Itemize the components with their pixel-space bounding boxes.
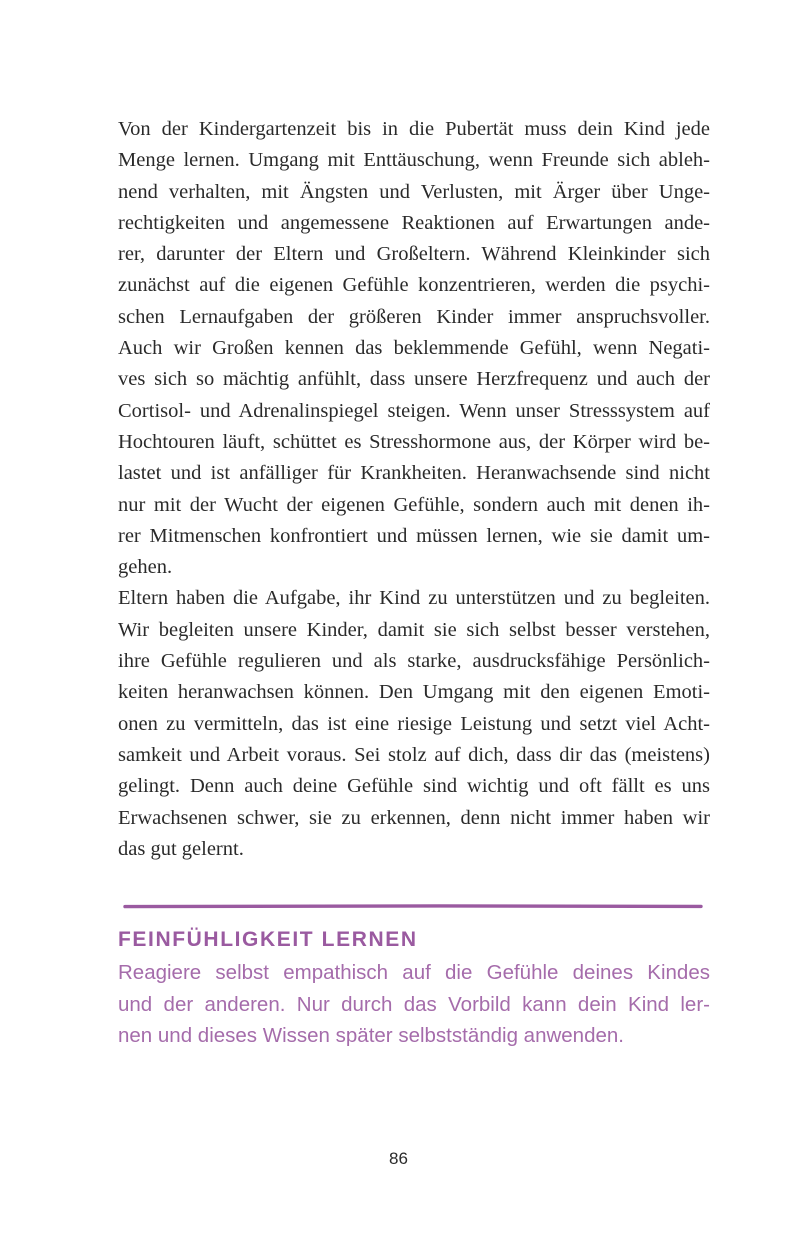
body-line: Von der Kindergartenzeit bis in die Pubertät muss dein Kind jede bbox=[118, 118, 710, 140]
body-line: schen Lernaufgaben der größeren Kinder immer anspruchsvoller. bbox=[118, 305, 710, 328]
body-line: Erwachsenen schwer, sie zu erkennen, denn nicht immer haben wir bbox=[118, 806, 710, 829]
body-line: rer, darunter der Eltern und Großeltern. Während Kleinkinder sich bbox=[118, 243, 710, 266]
body-line: das gut gelernt. bbox=[118, 837, 244, 860]
body-line: onen zu vermitteln, das ist eine riesige Leistung und setzt viel Acht- bbox=[118, 712, 710, 735]
body-line: Hochtouren läuft, schüttet es Stresshormone aus, der Körper wird be- bbox=[118, 430, 710, 453]
body-line: zunächst auf die eigenen Gefühle konzentrieren, werden die psychi- bbox=[118, 274, 710, 297]
body-line: ves sich so mächtig anfühlt, dass unsere Herzfrequenz und auch der bbox=[118, 368, 710, 391]
tip-line: Reagiere selbst empathisch auf die Gefühle deines Kindes bbox=[118, 961, 710, 984]
tip-heading: FEINFÜHLIGKEIT LERNEN bbox=[118, 928, 418, 951]
body-line: nur mit der Wucht der eigenen Gefühle, sondern auch mit denen ih- bbox=[118, 493, 710, 516]
tip-line: nen und dieses Wissen später selbstständig anwenden. bbox=[118, 1024, 624, 1047]
body-line: rer Mitmenschen konfrontiert und müssen lernen, wie sie damit um- bbox=[118, 524, 710, 547]
body-line: Eltern haben die Aufgabe, ihr Kind zu unterstützen und zu begleiten. bbox=[118, 587, 710, 610]
section-divider bbox=[123, 904, 703, 909]
body-line: samkeit und Arbeit voraus. Sei stolz auf dich, dass dir das (meistens) bbox=[118, 743, 710, 766]
body-text bbox=[118, 114, 710, 865]
page-number: 86 bbox=[389, 1149, 408, 1168]
body-line: Wir begleiten unsere Kinder, damit sie sich selbst besser verstehen, bbox=[118, 618, 710, 641]
body-line: rechtigkeiten und angemessene Reaktionen auf Erwartungen ande- bbox=[118, 211, 710, 234]
body-line: gelingt. Denn auch deine Gefühle sind wichtig und oft fällt es uns bbox=[118, 775, 710, 798]
tip-text bbox=[118, 957, 710, 1052]
body-line: gehen. bbox=[118, 556, 173, 579]
body-line: Auch wir Großen kennen das beklemmende Gefühl, wenn Negati- bbox=[118, 337, 710, 360]
body-line: ihre Gefühle regulieren und als starke, ausdrucksfähige Persönlich- bbox=[118, 650, 710, 673]
tip-line: und der anderen. Nur durch das Vorbild kann dein Kind ler- bbox=[118, 992, 710, 1016]
body-line: nend verhalten, mit Ängsten und Verlusten, mit Ärger über Unge- bbox=[118, 180, 710, 203]
body-line: Cortisol- und Adrenalinspiegel steigen. Wenn unser Stresssystem auf bbox=[118, 399, 710, 422]
body-line: Menge lernen. Umgang mit Enttäuschung, wenn Freunde sich ableh- bbox=[118, 149, 710, 172]
body-line: lastet und ist anfälliger für Krankheiten. Heranwachsende sind nicht bbox=[118, 462, 710, 485]
body-line: keiten heranwachsen können. Den Umgang mit den eigenen Emoti- bbox=[118, 681, 710, 704]
